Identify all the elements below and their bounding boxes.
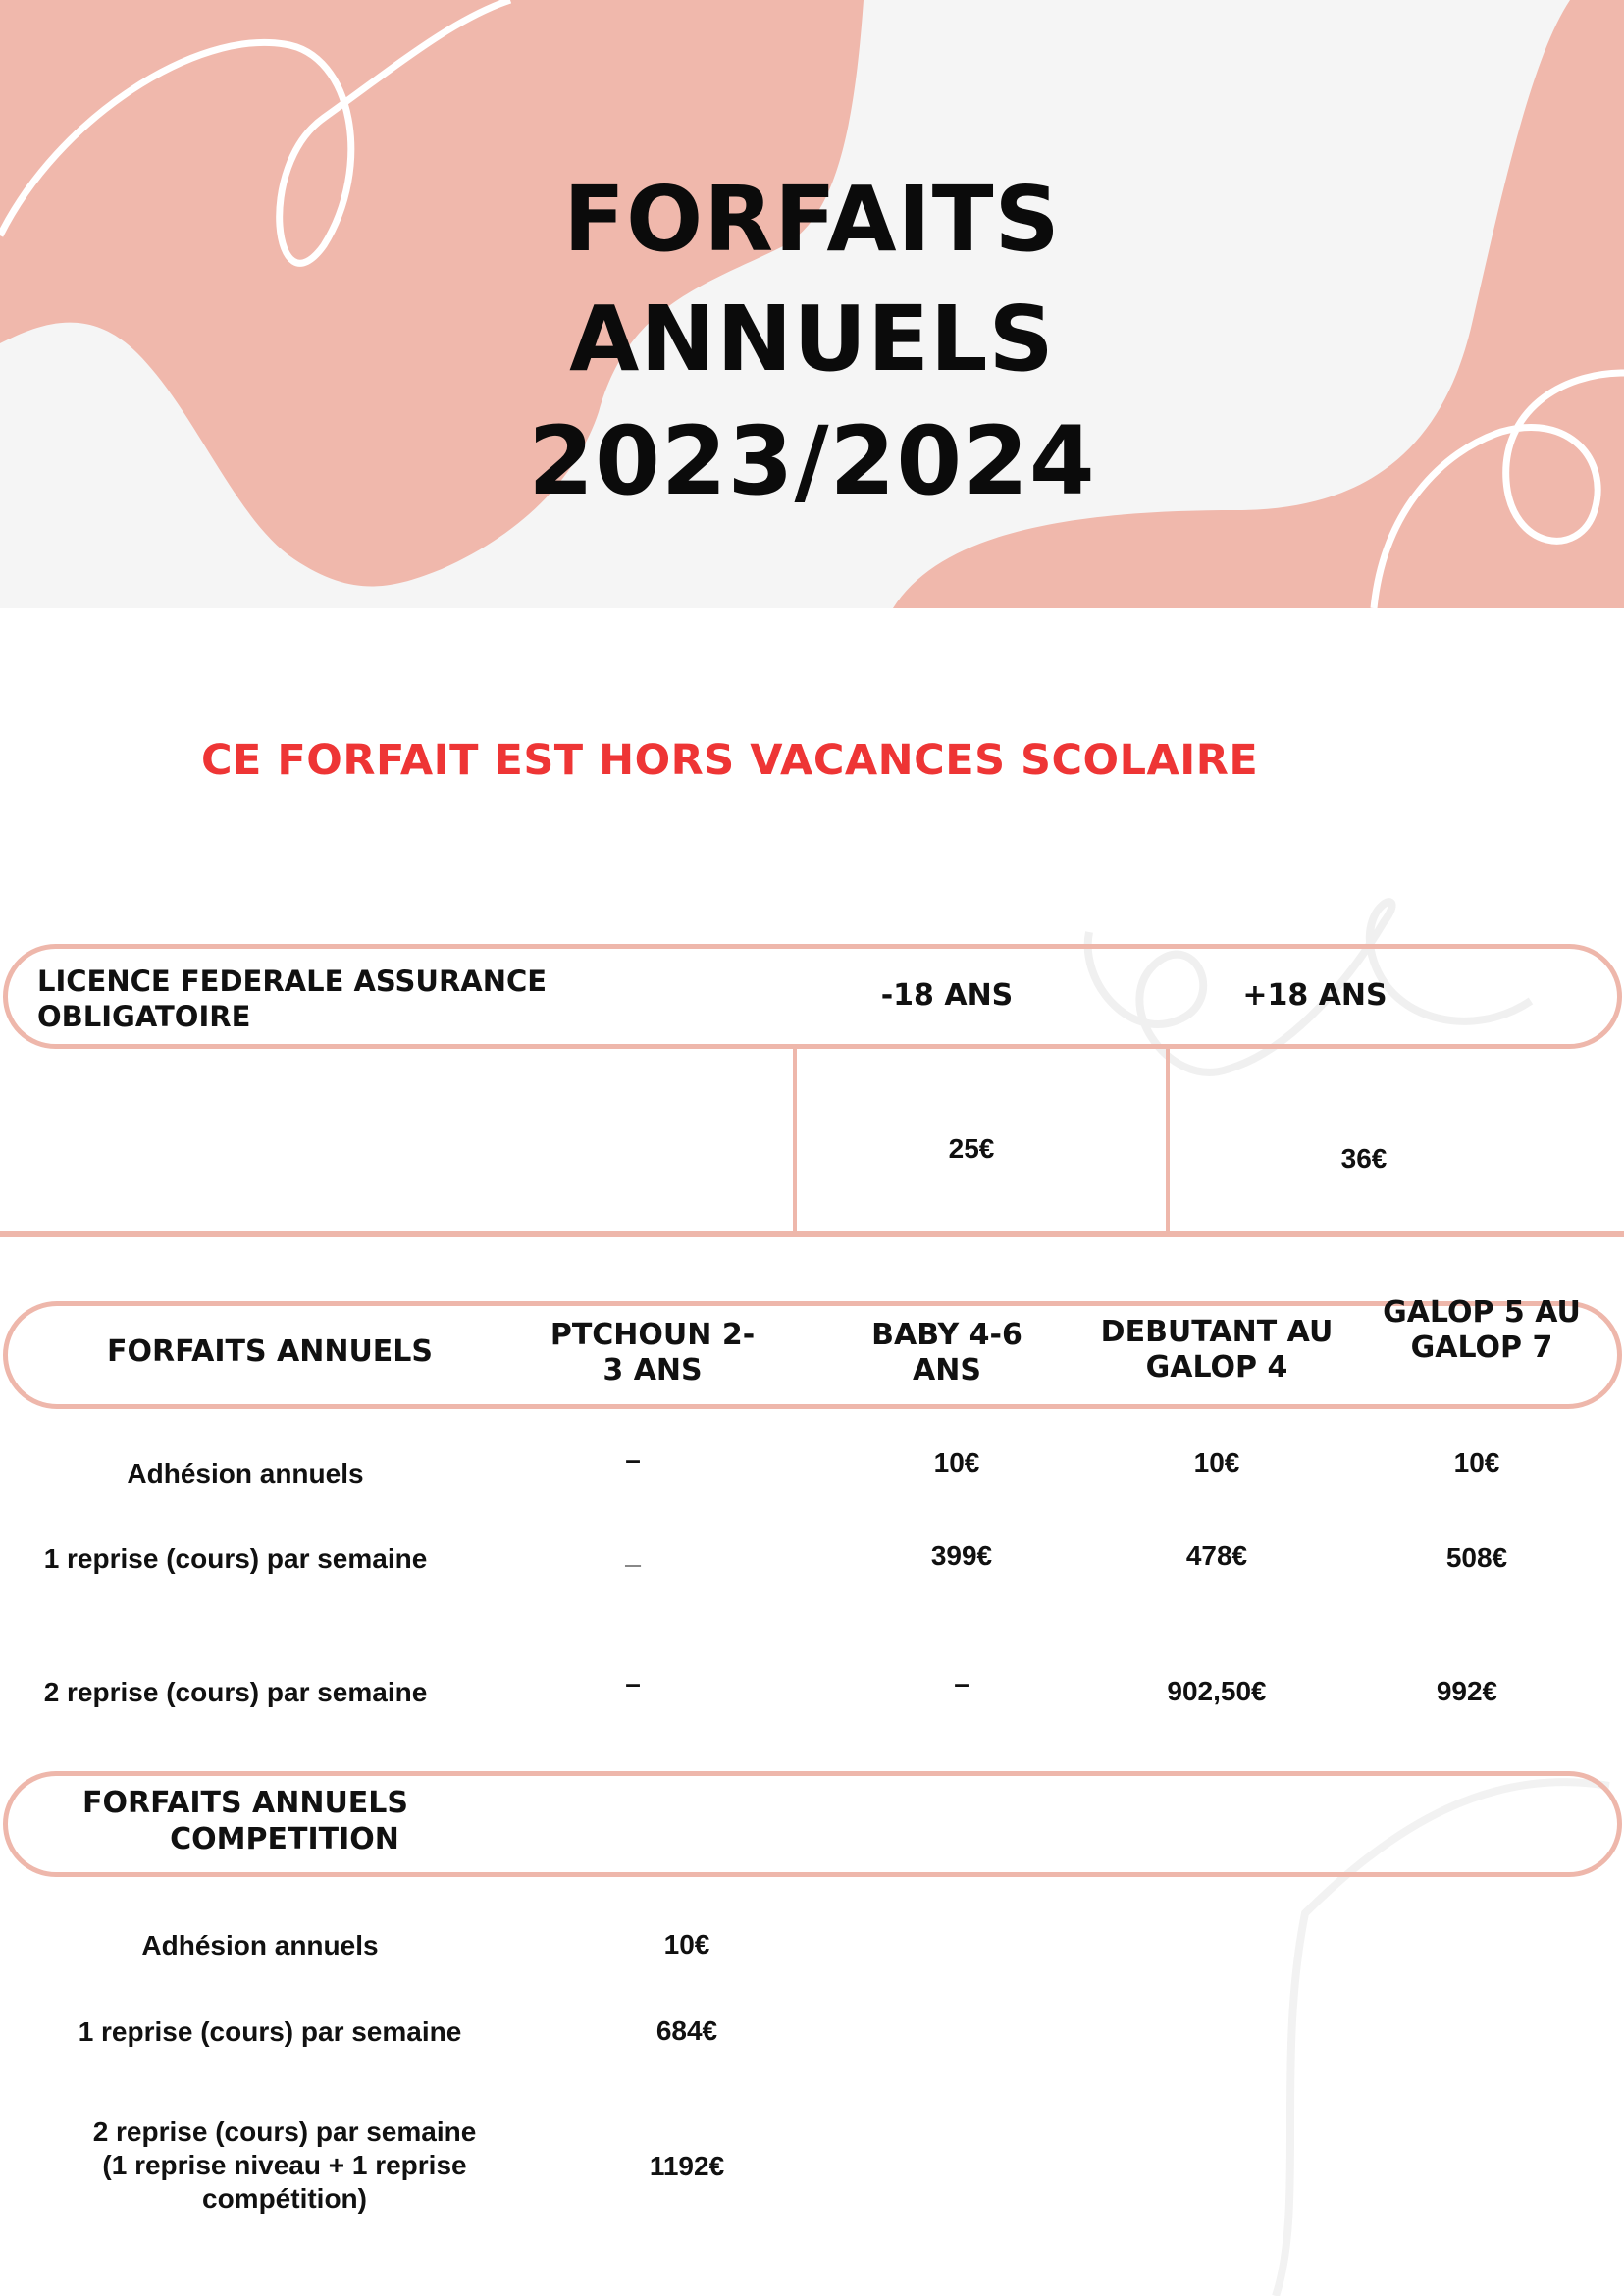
forfaits-col-galop5-7: GALOP 5 AU GALOP 7 bbox=[1383, 1295, 1581, 1365]
forfaits-col-ptchoun: PTCHOUN 2-3 ANS bbox=[550, 1318, 756, 1387]
forfaits-1reprise-baby: 399€ bbox=[930, 1540, 993, 1571]
forfaits-row-label-adhesion: Adhésion annuels bbox=[127, 1458, 364, 1488]
licence-bottom-line bbox=[0, 1231, 1624, 1237]
forfaits-adhesion-debutant: 10€ bbox=[1193, 1447, 1240, 1478]
title-line-2: ANNUELS bbox=[569, 287, 1055, 391]
competition-row-label-2-reprise-line1: 2 reprise (cours) par semaine bbox=[92, 2116, 477, 2147]
forfaits-row-label-1-reprise: 1 reprise (cours) par semaine bbox=[43, 1543, 428, 1574]
header-banner bbox=[0, 0, 1624, 608]
licence-value-plus18: 36€ bbox=[1340, 1143, 1388, 1174]
forfaits-2reprise-ptchoun: – bbox=[625, 1668, 641, 1698]
licence-value-minus18: 25€ bbox=[948, 1133, 995, 1164]
forfaits-1reprise-galop: 508€ bbox=[1445, 1542, 1508, 1573]
competition-row-label-2-reprise-line2: (1 reprise niveau + 1 reprise bbox=[102, 2150, 467, 2180]
forfaits-col-baby: BABY 4-6 ANS bbox=[871, 1318, 1022, 1387]
forfaits-adhesion-ptchoun: – bbox=[625, 1444, 641, 1475]
forfaits-label: FORFAITS ANNUELS bbox=[106, 1334, 434, 1369]
licence-col-plus18: +18 ANS bbox=[1242, 978, 1388, 1013]
forfaits-adhesion-baby: 10€ bbox=[933, 1447, 980, 1478]
competition-adhesion-value: 10€ bbox=[663, 1929, 710, 1959]
forfaits-1reprise-debutant: 478€ bbox=[1185, 1540, 1248, 1571]
competition-label-line1: FORFAITS ANNUELS bbox=[81, 1786, 409, 1820]
title-line-1: FORFAITS bbox=[563, 167, 1061, 272]
competition-row-label-adhesion: Adhésion annuels bbox=[141, 1930, 379, 1960]
licence-divider-2 bbox=[1166, 1046, 1170, 1232]
competition-2reprise-value: 1192€ bbox=[649, 2151, 725, 2181]
competition-label-line2: COMPETITION bbox=[170, 1822, 399, 1856]
notice-text: CE FORFAIT EST HORS VACANCES SCOLAIRE bbox=[201, 736, 1259, 785]
licence-divider-1 bbox=[793, 1046, 797, 1232]
competition-row-label-1-reprise: 1 reprise (cours) par semaine bbox=[78, 2016, 462, 2047]
forfaits-2reprise-debutant: 902,50€ bbox=[1167, 1676, 1267, 1706]
competition-1reprise-value: 684€ bbox=[655, 2015, 718, 2046]
forfaits-col-debutant: DEBUTANT AU GALOP 4 bbox=[1100, 1315, 1334, 1384]
licence-label: LICENCE FEDERALE ASSURANCE OBLIGATOIRE bbox=[37, 965, 548, 1033]
forfaits-adhesion-galop: 10€ bbox=[1453, 1447, 1500, 1478]
forfaits-2reprise-baby: – bbox=[954, 1668, 969, 1698]
licence-col-minus18: -18 ANS bbox=[880, 978, 1014, 1013]
competition-row-label-2-reprise-line3: compétition) bbox=[202, 2183, 367, 2214]
forfaits-2reprise-galop: 992€ bbox=[1436, 1676, 1498, 1706]
title-line-3: 2023/2024 bbox=[528, 406, 1096, 516]
forfaits-row-label-2-reprise: 2 reprise (cours) par semaine bbox=[43, 1677, 428, 1707]
forfaits-1reprise-ptchoun: _ bbox=[625, 1539, 641, 1569]
